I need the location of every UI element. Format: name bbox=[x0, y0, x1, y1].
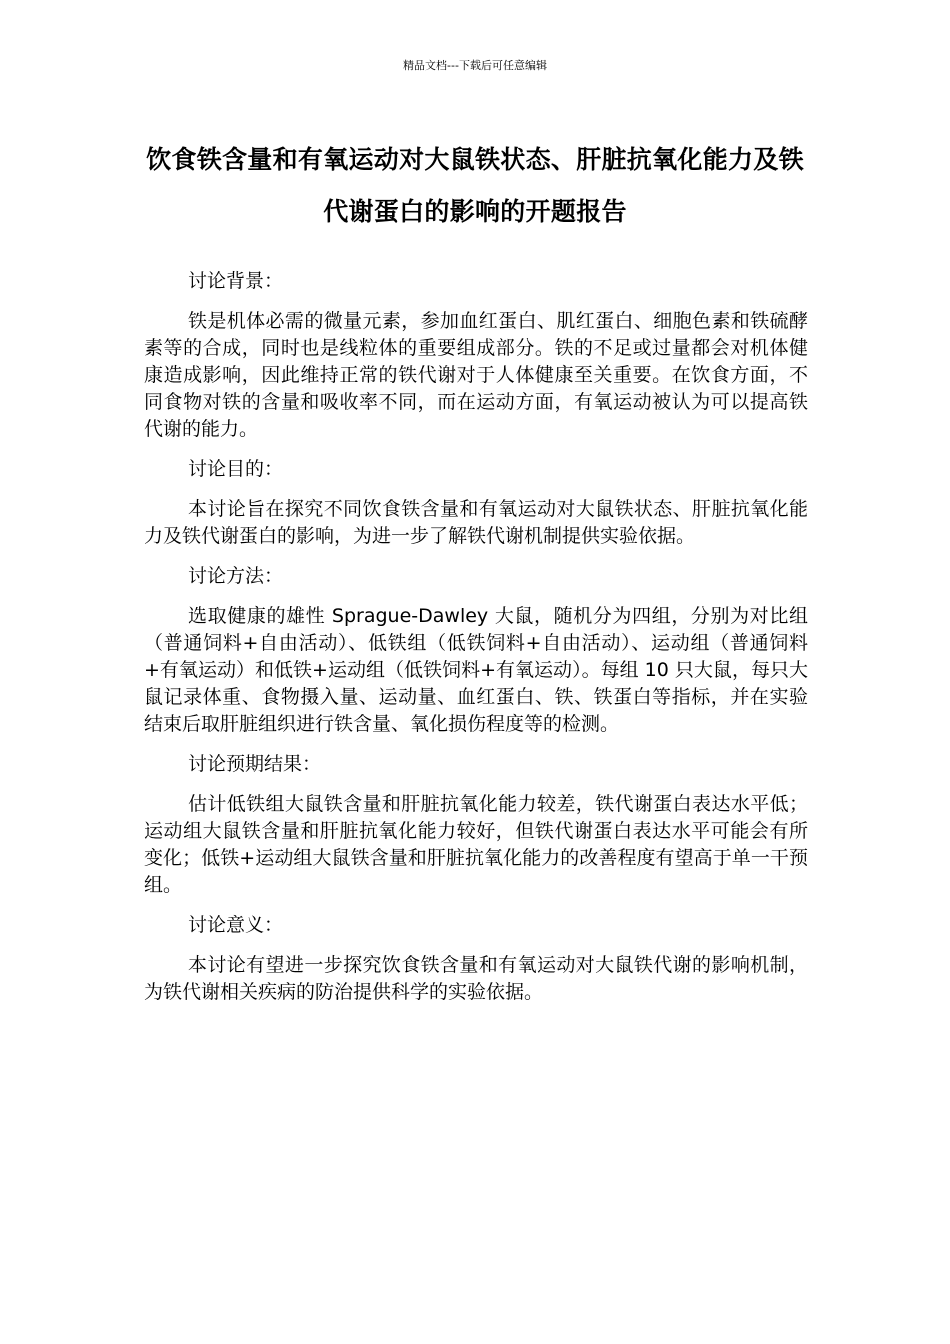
section-heading-background: 讨论背景： bbox=[188, 270, 284, 292]
section-heading-significance: 讨论意义： bbox=[188, 914, 284, 936]
header-note: 精品文档---下载后可任意编辑 bbox=[403, 59, 547, 72]
section-body-purpose: 本讨论旨在探究不同饮食铁含量和有氧运动对大鼠铁状态、肝脏抗氧化能力及铁代谢蛋白的影响，为进一步了解铁代谢机制提供实验依据。 bbox=[144, 498, 808, 547]
document-body bbox=[144, 268, 808, 1019]
section-heading-purpose: 讨论目的： bbox=[188, 458, 284, 480]
section-heading-methods: 讨论方法： bbox=[188, 565, 284, 587]
section-body-significance: 本讨论有望进一步探究饮食铁含量和有氧运动对大鼠铁代谢的影响机制，为铁代谢相关疾病的防治提供科学的实验依据。 bbox=[144, 954, 808, 1003]
section-heading-expected-results: 讨论预期结果： bbox=[188, 753, 322, 775]
document-title: 饮食铁含量和有氧运动对大鼠铁状态、肝脏抗氧化能力及铁代谢蛋白的影响的开题报告 bbox=[146, 145, 804, 226]
section-body-expected-results: 估计低铁组大鼠铁含量和肝脏抗氧化能力较差，铁代谢蛋白表达水平低；运动组大鼠铁含量和肝脏抗氧化能力较好，但铁代谢蛋白表达水平可能会有所变化；低铁+运动组大鼠铁含量和肝脏抗氧化能力的改善程度有望高于单一干预组。 bbox=[144, 793, 808, 896]
section-body-methods: 选取健康的雄性 Sprague-Dawley 大鼠，随机分为四组，分别为对比组（普通饲料+自由活动）、低铁组（低铁饲料+自由活动）、运动组（普通饲料+有氧运动）和低铁+运动组（低铁饲料+有氧运动）。每组 10 只大鼠，每只大鼠记录体重、食物摄入量、运动量、血红蛋白、铁、铁蛋白等指标，并在实验结束后取肝脏组织进行铁含量、氧化损伤程度等的检测。 bbox=[144, 605, 808, 735]
section-body-background: 铁是机体必需的微量元素，参加血红蛋白、肌红蛋白、细胞色素和铁硫酵素等的合成，同时也是线粒体的重要组成部分。铁的不足或过量都会对机体健康造成影响，因此维持正常的铁代谢对于人体健康至关重要。在饮食方面，不同食物对铁的含量和吸收率不同，而在运动方面，有氧运动被认为可以提高铁代谢的能力。 bbox=[144, 310, 808, 440]
